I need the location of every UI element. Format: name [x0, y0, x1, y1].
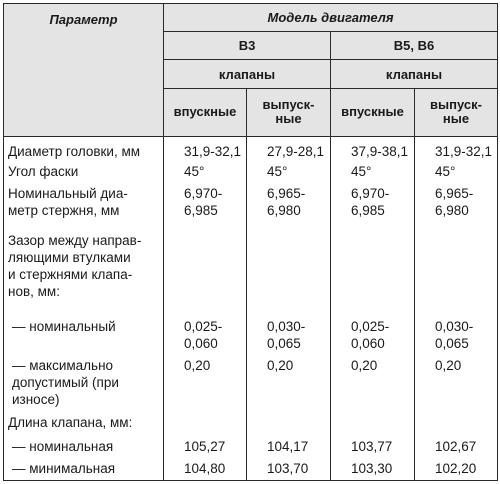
value-cell [331, 229, 415, 301]
value-text: 0,20 [184, 357, 211, 373]
value-text: 0,065 [267, 336, 301, 352]
parameter-text: Длина клапана, мм: [8, 414, 133, 430]
value-cell [164, 457, 247, 480]
value-cell [247, 457, 331, 480]
value-cell [247, 353, 331, 411]
value-text: 45° [267, 164, 288, 180]
value-cell [164, 411, 247, 433]
value-text: 0,20 [351, 357, 378, 373]
value-cell [331, 411, 415, 433]
value-text: 6,970- [184, 186, 223, 202]
value-text: 6,965- [435, 186, 474, 202]
value-cell [164, 136, 247, 160]
parameter-text: ляющими втулками [8, 249, 131, 265]
value-cell [247, 136, 331, 160]
table-row [4, 457, 498, 480]
value-cell [164, 229, 247, 301]
parameter-text: — минимальная [12, 461, 116, 477]
parameter-cell [4, 136, 164, 160]
value-text: 6,980 [435, 203, 469, 219]
table-body [4, 136, 498, 480]
value-cell [415, 300, 498, 352]
valves-header-b5-b6: клапаны [331, 60, 498, 88]
value-text: 104,17 [267, 439, 309, 455]
parameter-cell [4, 433, 164, 457]
parameter-header: Параметр [4, 4, 164, 137]
value-cell [247, 300, 331, 352]
value-cell [164, 300, 247, 352]
parameter-text: Зазор между направ- [8, 232, 142, 248]
value-text: 0,025- [184, 319, 223, 335]
exhaust-label-line1: выпуск- [262, 97, 315, 113]
value-text: 104,80 [184, 461, 226, 477]
value-text: 103,70 [267, 461, 309, 477]
parameter-text: Номинальный диа- [8, 186, 128, 202]
value-cell [415, 457, 498, 480]
value-cell [331, 433, 415, 457]
exhaust-header-b5-b6 [415, 88, 498, 136]
value-text: 31,9-32,1 [184, 143, 242, 159]
value-cell [247, 411, 331, 433]
value-cell [331, 457, 415, 480]
engine-model-header: Модель двигателя [164, 4, 498, 32]
value-text: 37,9-38,1 [351, 143, 409, 159]
value-cell [415, 353, 498, 411]
intake-header-b5-b6 [331, 88, 415, 136]
model-b3-header: B3 [164, 32, 331, 60]
parameter-text: Угол фаски [8, 164, 79, 180]
value-text: 45° [435, 164, 456, 180]
value-cell [247, 182, 331, 228]
parameter-text: нов, мм: [8, 283, 60, 299]
parameter-cell [4, 229, 164, 301]
value-cell [247, 229, 331, 301]
parameter-cell [4, 411, 164, 433]
parameter-text: — номинальная [12, 439, 114, 455]
parameter-text: метр стержня, мм [8, 203, 120, 219]
value-cell [164, 160, 247, 182]
value-cell [331, 136, 415, 160]
table-row [4, 160, 498, 182]
value-cell [415, 136, 498, 160]
intake-header-b3 [164, 88, 247, 136]
value-cell [164, 433, 247, 457]
value-text: 45° [351, 164, 372, 180]
value-cell [164, 182, 247, 228]
intake-label: впускные [341, 104, 404, 120]
table-row [4, 136, 498, 160]
parameter-text: — максимально [12, 357, 114, 373]
value-cell [331, 300, 415, 352]
value-text: 103,77 [351, 439, 393, 455]
parameter-cell [4, 353, 164, 411]
parameter-text: — номинальный [12, 319, 116, 335]
exhaust-label-line1: выпуск- [430, 97, 482, 113]
value-text: 31,9-32,1 [435, 143, 493, 159]
value-cell [247, 160, 331, 182]
value-text: 0,20 [267, 357, 294, 373]
value-cell [331, 160, 415, 182]
value-cell [331, 182, 415, 228]
parameter-cell [4, 300, 164, 352]
value-text: 105,27 [184, 439, 226, 455]
exhaust-header-b3 [247, 88, 331, 136]
value-text: 6,985 [351, 203, 385, 219]
value-text: 0,065 [435, 336, 469, 352]
value-text: 6,980 [267, 203, 301, 219]
value-cell [331, 353, 415, 411]
value-text: 6,970- [351, 186, 390, 202]
value-cell [415, 160, 498, 182]
value-cell [164, 353, 247, 411]
value-text: 27,9-28,1 [267, 143, 325, 159]
value-text: 0,030- [435, 319, 474, 335]
table-row [4, 182, 498, 228]
model-b5-b6-header: B5, B6 [331, 32, 498, 60]
table-row [4, 229, 498, 301]
parameter-cell [4, 457, 164, 480]
value-text: 0,060 [351, 336, 385, 352]
table-row [4, 300, 498, 352]
value-text: 6,965- [267, 186, 306, 202]
value-text: 0,030- [267, 319, 306, 335]
parameter-text: износе) [12, 391, 60, 407]
parameter-text: и стержнями клапа- [8, 266, 133, 282]
parameter-text: допустимый (при [12, 374, 119, 390]
value-text: 102,67 [435, 439, 477, 455]
intake-label: впускные [173, 104, 237, 120]
value-text: 0,20 [435, 357, 462, 373]
value-cell [415, 229, 498, 301]
valve-spec-table [3, 3, 498, 481]
exhaust-label-line2: ные [442, 111, 470, 127]
value-text: 6,985 [184, 203, 218, 219]
value-text: 45° [184, 164, 205, 180]
value-text: 102,20 [435, 461, 477, 477]
value-text: 103,30 [351, 461, 393, 477]
value-text: 0,060 [184, 336, 218, 352]
parameter-cell [4, 182, 164, 228]
value-cell [415, 433, 498, 457]
parameter-text: Диаметр головки, мм [8, 143, 141, 159]
table-row [4, 353, 498, 411]
exhaust-label-line2: ные [275, 111, 302, 127]
value-cell [415, 182, 498, 228]
valves-header-b3: клапаны [164, 60, 331, 88]
value-text: 0,025- [351, 319, 390, 335]
value-cell [415, 411, 498, 433]
table-row [4, 411, 498, 433]
parameter-cell [4, 160, 164, 182]
value-cell [247, 433, 331, 457]
table-row [4, 433, 498, 457]
